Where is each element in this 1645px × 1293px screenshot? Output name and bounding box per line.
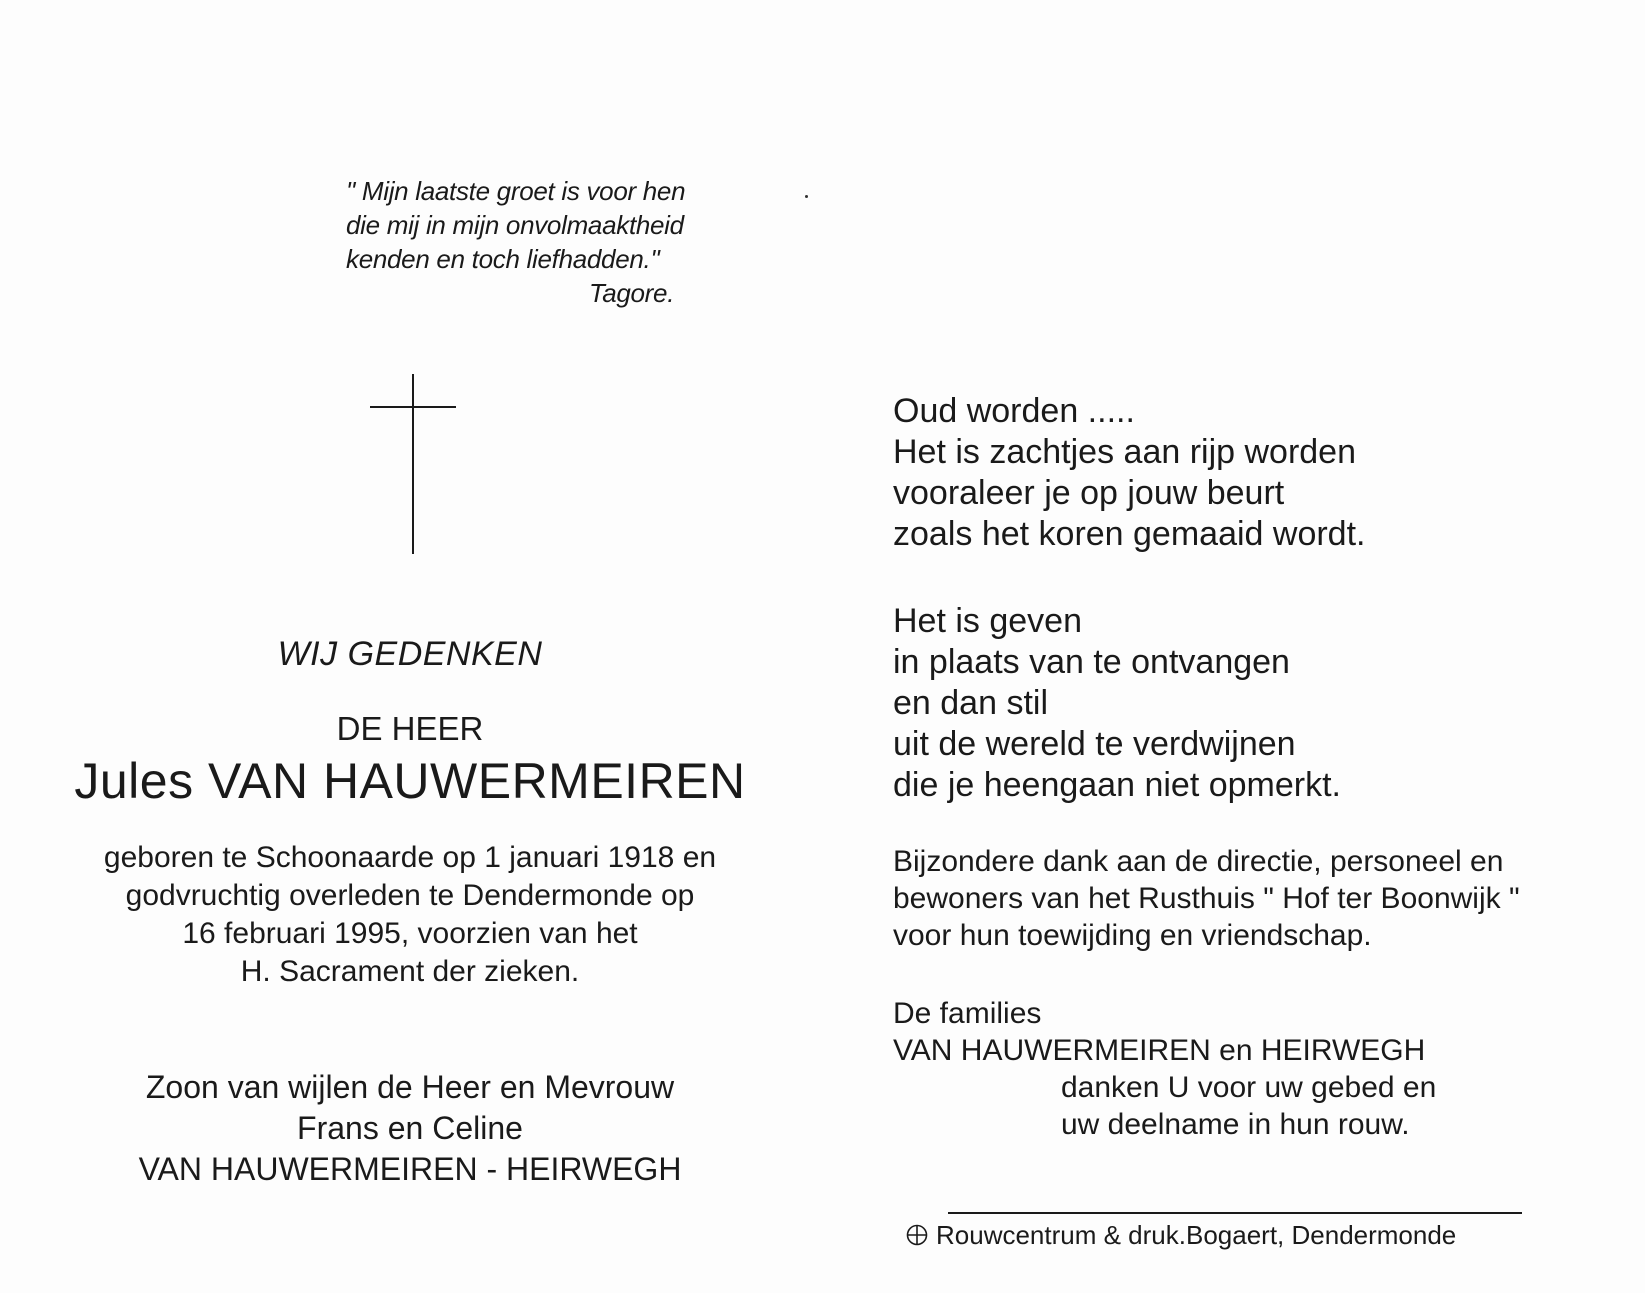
poem-line: die je heengaan niet opmerkt. xyxy=(893,766,1341,804)
printer-logo-icon xyxy=(906,1224,928,1246)
printer-text: Rouwcentrum & druk.Bogaert, Dendermonde xyxy=(936,1220,1457,1250)
poem-line: in plaats van te ontvangen xyxy=(893,643,1290,681)
biography-line-4: H. Sacrament der zieken. xyxy=(240,955,580,988)
print-speck xyxy=(805,195,808,198)
quote-line-3: kenden en toch liefhadden." xyxy=(346,244,660,274)
poem-line: Het is zachtjes aan rijp worden xyxy=(893,433,1357,471)
poem-stanza-1 xyxy=(893,391,1365,555)
poem-line: Het is geven xyxy=(893,602,1082,640)
biography-line-1: geboren te Schoonaarde op 1 januari 1918 en xyxy=(103,841,717,874)
families-line-3: danken U voor uw gebed en xyxy=(1061,1071,1437,1104)
parents-line-3: VAN HAUWERMEIREN - HEIRWEGH xyxy=(138,1151,682,1187)
families-block xyxy=(893,995,1436,1143)
biography-block xyxy=(40,839,780,991)
quote-line-2: die mij in mijn onvolmaaktheid xyxy=(346,210,684,240)
deceased-name: Jules VAN HAUWERMEIREN xyxy=(74,753,746,809)
poem-line: Oud worden ..... xyxy=(893,392,1135,430)
poem-line: zoals het koren gemaaid wordt. xyxy=(893,515,1366,553)
honorific-title: DE HEER xyxy=(336,710,484,747)
cross-vertical-bar xyxy=(412,374,414,554)
thanks-line-3: voor hun toewijding en vriendschap. xyxy=(893,919,1372,952)
families-line-2: VAN HAUWERMEIREN en HEIRWEGH xyxy=(893,1034,1426,1067)
families-line-4: uw deelname in hun rouw. xyxy=(1061,1108,1410,1141)
families-line-1: De families xyxy=(893,997,1042,1030)
biography-line-3: 16 februari 1995, voorzien van het xyxy=(182,917,638,950)
quote-author: Tagore. xyxy=(589,278,675,308)
poem-line: uit de wereld te verdwijnen xyxy=(893,725,1296,763)
biography-line-2: godvruchtig overleden te Dendermonde op xyxy=(125,879,695,912)
cross-icon xyxy=(370,374,456,554)
thanks-line-2: bewoners van het Rusthuis " Hof ter Boonwijk " xyxy=(893,882,1520,915)
poem-line: en dan stil xyxy=(893,684,1048,722)
poem-stanza-2 xyxy=(893,601,1341,806)
cross-horizontal-bar xyxy=(370,406,456,408)
parents-line-2: Frans en Celine xyxy=(297,1110,523,1146)
parents-block xyxy=(40,1067,780,1190)
tagore-quote xyxy=(346,174,685,310)
printer-credit xyxy=(906,1218,1456,1252)
quote-line-1: " Mijn laatste groet is voor hen xyxy=(346,176,686,206)
thanks-line-1: Bijzondere dank aan de directie, personeel en xyxy=(893,845,1504,878)
footer-divider xyxy=(948,1212,1522,1214)
parents-line-1: Zoon van wijlen de Heer en Mevrouw xyxy=(145,1069,675,1105)
wij-gedenken-heading: WIJ GEDENKEN xyxy=(277,635,543,673)
thanks-block xyxy=(893,843,1520,954)
poem-line: vooraleer je op jouw beurt xyxy=(893,474,1285,512)
